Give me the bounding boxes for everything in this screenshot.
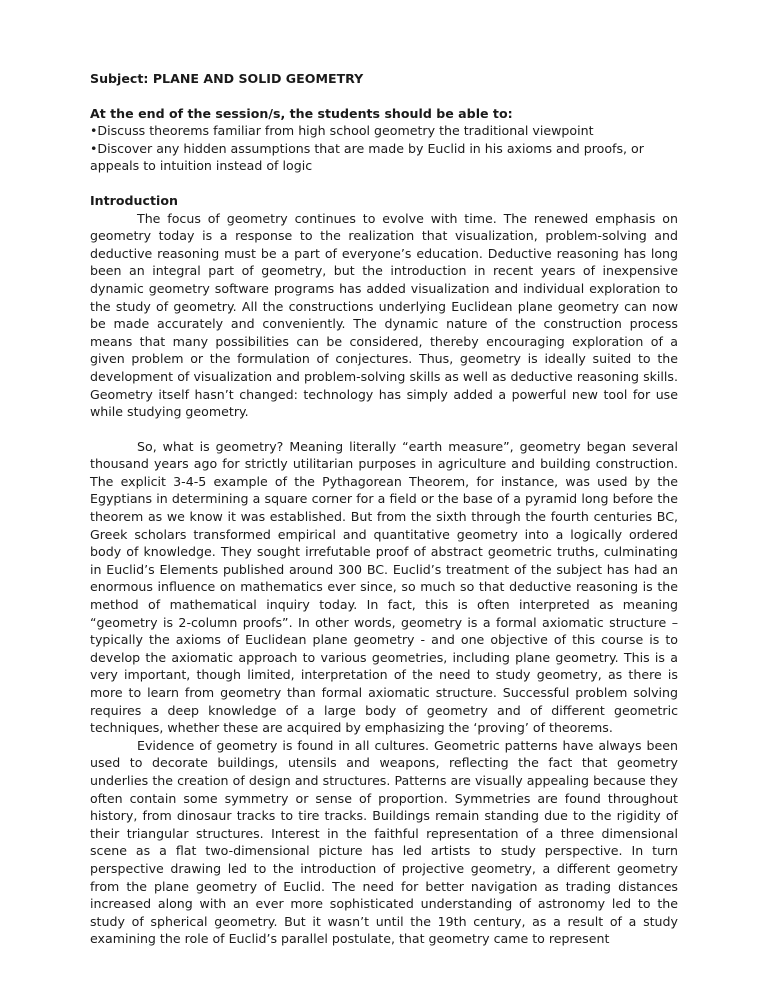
intro-paragraph-3: Evidence of geometry is found in all cultures. Geometric patterns have always been used to decorate buildings, utensils and weapons, reflecting the fact that geometry underlies the creation of design and structures. Patterns are visually appealing because they often contain some symmetry or sense of proportion. Symmetries are found throughout history, from dinosaur tracks to tire tracks. Buildings remain standing due to the rigidity of their triangular structures. Interest in the faithful representation of a three dimensional scene as a flat two-dimensional picture has led artists to study perspective. In turn perspective drawing led to the introduction of projective geometry, a different geometry from the plane geometry of Euclid. The need for better navigation as trading distances increased along with an ever more sophisticated understanding of astronomy led to the study of spherical geometry. But it wasn’t until the 19th century, as a result of a study examining the role of Euclid’s parallel postulate, that geometry came to represent [90,737,678,947]
objective-item: •Discover any hidden assumptions that are made by Euclid in his axioms and proofs, or appeals to intuition instead of logic [90,140,644,174]
intro-paragraph-1: The focus of geometry continues to evolve with time. The renewed emphasis on geometry today is a response to the realization that visualization, problem-solving and deductive reasoning must be a part of everyone’s education. Deductive reasoning has long been an integral part of geometry, but the introduction in recent years of inexpensive dynamic geometry software programs has added visualization and individual exploration to the study of geometry. All the constructions underlying Euclidean plane geometry can now be made accurately and conveniently. The dynamic nature of the construction process means that many possibilities can be considered, thereby encouraging exploration of a given problem or the formulation of conjectures. Thus, geometry is ideally suited to the development of visualization and problem-solving skills as well as deductive reasoning skills. Geometry itself hasn’t changed: technology has simply added a powerful new tool for use while studying geometry. [90,210,678,420]
objective-item: •Discuss theorems familiar from high school geometry the traditional viewpoint [90,123,594,139]
intro-paragraph-2: So, what is geometry? Meaning literally “earth measure”, geometry began several thousand years ago for strictly utilitarian purposes in agriculture and building construction. The explicit 3-4-5 example of the Pythagorean Theorem, for instance, was used by the Egyptians in determining a square corner for a field or the base of a pyramid long before the theorem as we know it was established. But from the sixth through the fourth centuries BC, Greek scholars transformed empirical and quantitative geometry into a logically ordered body of knowledge. They sought irrefutable proof of abstract geometric truths, culminating in Euclid’s Elements published around 300 BC. Euclid’s treatment of the subject has had an enormous influence on mathematics ever since, so much so that deductive reasoning is the method of mathematical inquiry today. In fact, this is often interpreted as meaning “geometry is 2-column proofs”. In other words, geometry is a formal axiomatic structure – typically the axioms of Euclidean plane geometry - and one objective of this course is to develop the axiomatic approach to various geometries, including plane geometry. This is a very important, though limited, interpretation of the need to study geometry, as there is more to learn from geometry than formal axiomatic structure. Successful problem solving requires a deep knowledge of a large body of geometry and of different geometric techniques, whether these are acquired by emphasizing the ‘proving’ of theorems. [90,438,678,736]
introduction-heading: Introduction [90,192,178,208]
document-page [90,70,678,948]
objectives-heading: At the end of the session/s, the students should be able to: [90,105,513,121]
subject-title: Subject: PLANE AND SOLID GEOMETRY [90,71,364,86]
